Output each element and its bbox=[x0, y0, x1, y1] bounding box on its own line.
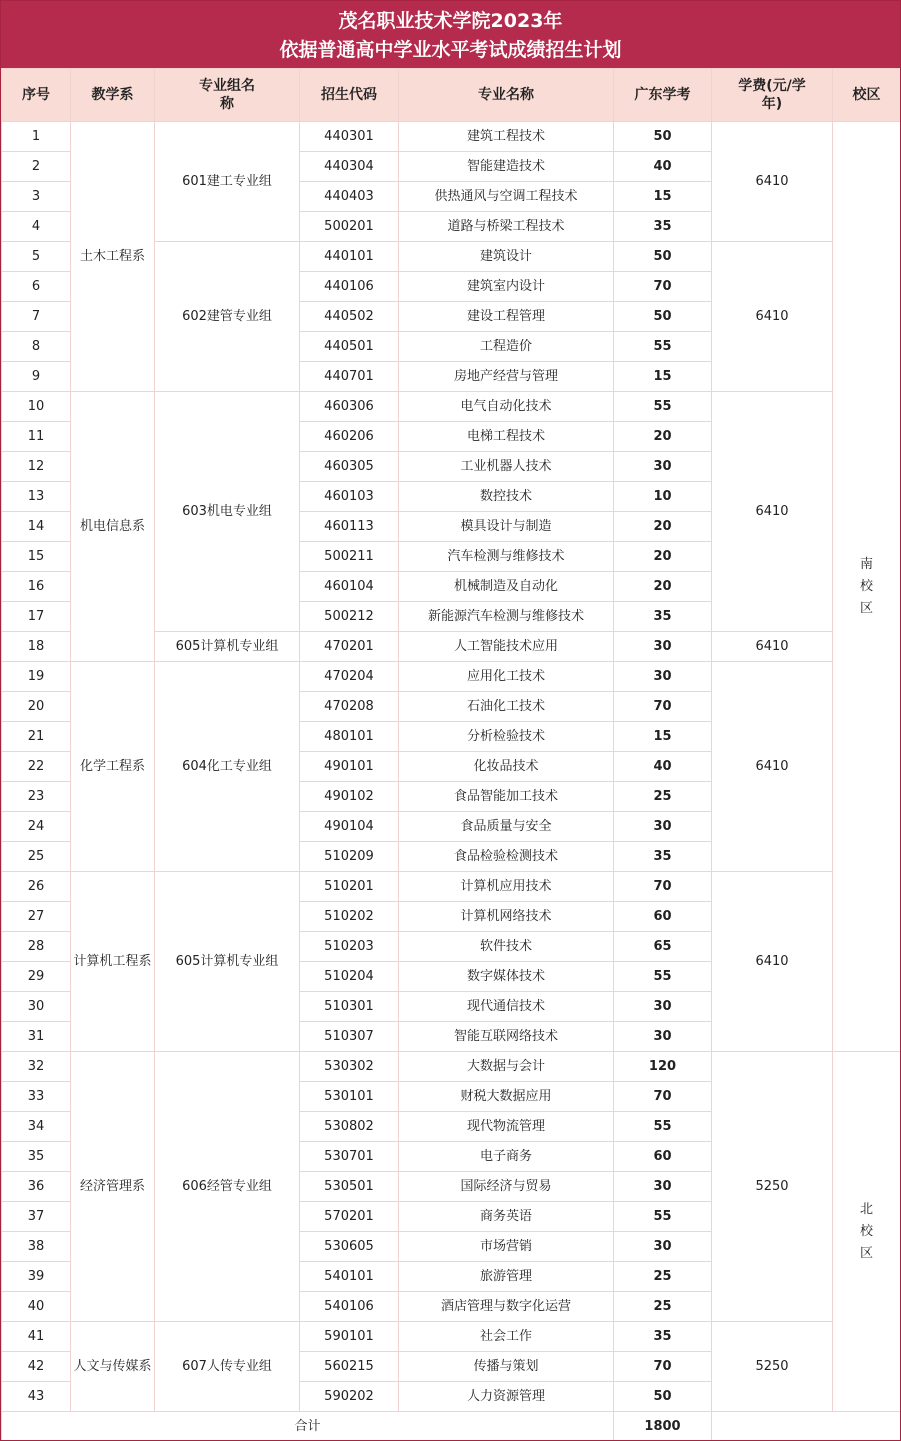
cell-seq: 9 bbox=[2, 362, 71, 392]
cell-code: 490102 bbox=[300, 782, 399, 812]
cell-seq: 40 bbox=[2, 1292, 71, 1322]
cell-seq: 43 bbox=[2, 1382, 71, 1412]
cell-code: 470204 bbox=[300, 662, 399, 692]
cell-quota: 25 bbox=[614, 1292, 712, 1322]
cell-seq: 6 bbox=[2, 272, 71, 302]
total-row bbox=[2, 1412, 901, 1441]
cell-dept: 经济管理系 bbox=[71, 1052, 155, 1322]
cell-major: 机械制造及自动化 bbox=[399, 572, 614, 602]
cell-quota: 15 bbox=[614, 182, 712, 212]
cell-seq: 14 bbox=[2, 512, 71, 542]
cell-major: 电子商务 bbox=[399, 1142, 614, 1172]
header-seq: 序号 bbox=[2, 69, 71, 122]
cell-quota: 35 bbox=[614, 212, 712, 242]
cell-code: 470208 bbox=[300, 692, 399, 722]
cell-seq: 1 bbox=[2, 122, 71, 152]
cell-quota: 50 bbox=[614, 242, 712, 272]
cell-quota: 20 bbox=[614, 572, 712, 602]
cell-major: 智能互联网络技术 bbox=[399, 1022, 614, 1052]
total-label: 合计 bbox=[2, 1412, 614, 1441]
cell-group: 602建管专业组 bbox=[155, 242, 300, 392]
cell-seq: 24 bbox=[2, 812, 71, 842]
cell-fee: 6410 bbox=[712, 632, 833, 662]
cell-major: 食品质量与安全 bbox=[399, 812, 614, 842]
cell-major: 化妆品技术 bbox=[399, 752, 614, 782]
cell-campus bbox=[833, 122, 901, 1052]
total-quota: 1800 bbox=[614, 1412, 712, 1441]
cell-seq: 42 bbox=[2, 1352, 71, 1382]
cell-code: 510202 bbox=[300, 902, 399, 932]
header-quota: 广东学考 bbox=[614, 69, 712, 122]
cell-major: 食品检验检测技术 bbox=[399, 842, 614, 872]
cell-group: 605计算机专业组 bbox=[155, 872, 300, 1052]
cell-seq: 16 bbox=[2, 572, 71, 602]
cell-code: 490101 bbox=[300, 752, 399, 782]
cell-quota: 50 bbox=[614, 1382, 712, 1412]
cell-seq: 28 bbox=[2, 932, 71, 962]
header-dept: 教学系 bbox=[71, 69, 155, 122]
cell-seq: 10 bbox=[2, 392, 71, 422]
cell-group: 603机电专业组 bbox=[155, 392, 300, 632]
cell-major: 传播与策划 bbox=[399, 1352, 614, 1382]
cell-code: 560215 bbox=[300, 1352, 399, 1382]
cell-major: 建设工程管理 bbox=[399, 302, 614, 332]
header-campus: 校区 bbox=[833, 69, 901, 122]
cell-quota: 50 bbox=[614, 122, 712, 152]
cell-dept: 人文与传媒系 bbox=[71, 1322, 155, 1412]
cell-fee: 6410 bbox=[712, 662, 833, 872]
cell-code: 440101 bbox=[300, 242, 399, 272]
cell-fee: 5250 bbox=[712, 1052, 833, 1322]
cell-quota: 30 bbox=[614, 992, 712, 1022]
cell-code: 510301 bbox=[300, 992, 399, 1022]
table-row bbox=[2, 122, 901, 152]
table-row bbox=[2, 1052, 901, 1082]
cell-quota: 25 bbox=[614, 782, 712, 812]
cell-major: 大数据与会计 bbox=[399, 1052, 614, 1082]
cell-seq: 36 bbox=[2, 1172, 71, 1202]
cell-code: 440403 bbox=[300, 182, 399, 212]
cell-seq: 34 bbox=[2, 1112, 71, 1142]
cell-code: 460104 bbox=[300, 572, 399, 602]
cell-fee: 6410 bbox=[712, 872, 833, 1052]
cell-major: 计算机网络技术 bbox=[399, 902, 614, 932]
cell-code: 500211 bbox=[300, 542, 399, 572]
cell-code: 540101 bbox=[300, 1262, 399, 1292]
table-row bbox=[2, 662, 901, 692]
cell-code: 460305 bbox=[300, 452, 399, 482]
cell-seq: 26 bbox=[2, 872, 71, 902]
title-line-2: 依据普通高中学业水平考试成绩招生计划 bbox=[279, 39, 622, 61]
cell-code: 510203 bbox=[300, 932, 399, 962]
header-code: 招生代码 bbox=[300, 69, 399, 122]
table-header-row bbox=[2, 69, 901, 122]
cell-code: 540106 bbox=[300, 1292, 399, 1322]
cell-seq: 23 bbox=[2, 782, 71, 812]
title-line-1: 茂名职业技术学院2023年 bbox=[338, 10, 563, 32]
cell-seq: 32 bbox=[2, 1052, 71, 1082]
cell-major: 人工智能技术应用 bbox=[399, 632, 614, 662]
cell-seq: 37 bbox=[2, 1202, 71, 1232]
cell-quota: 60 bbox=[614, 1142, 712, 1172]
cell-quota: 40 bbox=[614, 152, 712, 182]
cell-seq: 35 bbox=[2, 1142, 71, 1172]
cell-major: 模具设计与制造 bbox=[399, 512, 614, 542]
cell-major: 建筑设计 bbox=[399, 242, 614, 272]
cell-quota: 65 bbox=[614, 932, 712, 962]
cell-group: 606经管专业组 bbox=[155, 1052, 300, 1322]
cell-quota: 20 bbox=[614, 542, 712, 572]
cell-major: 市场营销 bbox=[399, 1232, 614, 1262]
cell-quota: 55 bbox=[614, 1202, 712, 1232]
cell-quota: 55 bbox=[614, 392, 712, 422]
cell-seq: 20 bbox=[2, 692, 71, 722]
table-row bbox=[2, 392, 901, 422]
cell-dept: 计算机工程系 bbox=[71, 872, 155, 1052]
cell-major: 供热通风与空调工程技术 bbox=[399, 182, 614, 212]
cell-code: 590101 bbox=[300, 1322, 399, 1352]
cell-major: 现代通信技术 bbox=[399, 992, 614, 1022]
cell-fee: 5250 bbox=[712, 1322, 833, 1412]
cell-seq: 25 bbox=[2, 842, 71, 872]
cell-code: 510307 bbox=[300, 1022, 399, 1052]
cell-major: 应用化工技术 bbox=[399, 662, 614, 692]
cell-major: 分析检验技术 bbox=[399, 722, 614, 752]
cell-major: 电梯工程技术 bbox=[399, 422, 614, 452]
cell-quota: 70 bbox=[614, 272, 712, 302]
cell-group: 604化工专业组 bbox=[155, 662, 300, 872]
cell-seq: 5 bbox=[2, 242, 71, 272]
cell-code: 530701 bbox=[300, 1142, 399, 1172]
total-empty bbox=[712, 1412, 901, 1441]
cell-quota: 55 bbox=[614, 332, 712, 362]
cell-code: 490104 bbox=[300, 812, 399, 842]
cell-quota: 15 bbox=[614, 362, 712, 392]
cell-seq: 31 bbox=[2, 1022, 71, 1052]
cell-seq: 13 bbox=[2, 482, 71, 512]
cell-major: 工业机器人技术 bbox=[399, 452, 614, 482]
cell-major: 旅游管理 bbox=[399, 1262, 614, 1292]
cell-seq: 21 bbox=[2, 722, 71, 752]
cell-code: 440304 bbox=[300, 152, 399, 182]
cell-major: 财税大数据应用 bbox=[399, 1082, 614, 1112]
cell-code: 500212 bbox=[300, 602, 399, 632]
cell-seq: 15 bbox=[2, 542, 71, 572]
cell-fee: 6410 bbox=[712, 392, 833, 632]
cell-seq: 12 bbox=[2, 452, 71, 482]
cell-dept: 化学工程系 bbox=[71, 662, 155, 872]
cell-seq: 4 bbox=[2, 212, 71, 242]
table-body bbox=[2, 122, 901, 1441]
campus-label: 南校区 bbox=[859, 556, 873, 616]
cell-major: 房地产经营与管理 bbox=[399, 362, 614, 392]
cell-quota: 60 bbox=[614, 902, 712, 932]
cell-code: 460103 bbox=[300, 482, 399, 512]
cell-quota: 70 bbox=[614, 1352, 712, 1382]
enrollment-plan-table bbox=[1, 68, 901, 1441]
cell-quota: 120 bbox=[614, 1052, 712, 1082]
cell-seq: 18 bbox=[2, 632, 71, 662]
cell-quota: 30 bbox=[614, 662, 712, 692]
cell-major: 智能建造技术 bbox=[399, 152, 614, 182]
cell-code: 440502 bbox=[300, 302, 399, 332]
cell-major: 人力资源管理 bbox=[399, 1382, 614, 1412]
table-row bbox=[2, 872, 901, 902]
cell-seq: 2 bbox=[2, 152, 71, 182]
cell-code: 480101 bbox=[300, 722, 399, 752]
cell-code: 510201 bbox=[300, 872, 399, 902]
cell-quota: 55 bbox=[614, 962, 712, 992]
cell-quota: 35 bbox=[614, 1322, 712, 1352]
cell-code: 440106 bbox=[300, 272, 399, 302]
cell-code: 440501 bbox=[300, 332, 399, 362]
cell-group: 607人传专业组 bbox=[155, 1322, 300, 1412]
cell-major: 工程造价 bbox=[399, 332, 614, 362]
cell-code: 530501 bbox=[300, 1172, 399, 1202]
cell-seq: 30 bbox=[2, 992, 71, 1022]
cell-fee: 6410 bbox=[712, 122, 833, 242]
cell-seq: 11 bbox=[2, 422, 71, 452]
header-group-label: 专业组名称 bbox=[199, 78, 255, 112]
cell-major: 酒店管理与数字化运营 bbox=[399, 1292, 614, 1322]
cell-seq: 38 bbox=[2, 1232, 71, 1262]
cell-fee: 6410 bbox=[712, 242, 833, 392]
cell-dept: 机电信息系 bbox=[71, 392, 155, 662]
header-group bbox=[155, 69, 300, 122]
cell-quota: 30 bbox=[614, 452, 712, 482]
cell-code: 460206 bbox=[300, 422, 399, 452]
header-major: 专业名称 bbox=[399, 69, 614, 122]
cell-quota: 15 bbox=[614, 722, 712, 752]
cell-code: 530302 bbox=[300, 1052, 399, 1082]
cell-code: 590202 bbox=[300, 1382, 399, 1412]
cell-seq: 29 bbox=[2, 962, 71, 992]
cell-seq: 17 bbox=[2, 602, 71, 632]
cell-major: 建筑室内设计 bbox=[399, 272, 614, 302]
cell-quota: 30 bbox=[614, 812, 712, 842]
cell-quota: 25 bbox=[614, 1262, 712, 1292]
cell-group: 605计算机专业组 bbox=[155, 632, 300, 662]
cell-seq: 8 bbox=[2, 332, 71, 362]
cell-quota: 30 bbox=[614, 1022, 712, 1052]
cell-major: 电气自动化技术 bbox=[399, 392, 614, 422]
cell-quota: 30 bbox=[614, 632, 712, 662]
title-banner bbox=[1, 1, 900, 68]
cell-major: 数控技术 bbox=[399, 482, 614, 512]
cell-major: 社会工作 bbox=[399, 1322, 614, 1352]
cell-major: 数字媒体技术 bbox=[399, 962, 614, 992]
cell-campus bbox=[833, 1052, 901, 1412]
cell-quota: 70 bbox=[614, 692, 712, 722]
cell-group: 601建工专业组 bbox=[155, 122, 300, 242]
cell-seq: 22 bbox=[2, 752, 71, 782]
cell-code: 500201 bbox=[300, 212, 399, 242]
cell-major: 道路与桥梁工程技术 bbox=[399, 212, 614, 242]
cell-seq: 19 bbox=[2, 662, 71, 692]
cell-code: 470201 bbox=[300, 632, 399, 662]
cell-quota: 20 bbox=[614, 422, 712, 452]
cell-code: 440301 bbox=[300, 122, 399, 152]
cell-quota: 35 bbox=[614, 842, 712, 872]
cell-major: 软件技术 bbox=[399, 932, 614, 962]
cell-seq: 41 bbox=[2, 1322, 71, 1352]
cell-major: 建筑工程技术 bbox=[399, 122, 614, 152]
cell-quota: 20 bbox=[614, 512, 712, 542]
table-row bbox=[2, 1322, 901, 1352]
cell-major: 新能源汽车检测与维修技术 bbox=[399, 602, 614, 632]
cell-major: 食品智能加工技术 bbox=[399, 782, 614, 812]
cell-quota: 55 bbox=[614, 1112, 712, 1142]
cell-code: 510204 bbox=[300, 962, 399, 992]
cell-major: 商务英语 bbox=[399, 1202, 614, 1232]
cell-code: 530101 bbox=[300, 1082, 399, 1112]
cell-code: 460306 bbox=[300, 392, 399, 422]
cell-major: 国际经济与贸易 bbox=[399, 1172, 614, 1202]
cell-seq: 39 bbox=[2, 1262, 71, 1292]
header-fee bbox=[712, 69, 833, 122]
cell-quota: 40 bbox=[614, 752, 712, 782]
cell-major: 计算机应用技术 bbox=[399, 872, 614, 902]
cell-code: 440701 bbox=[300, 362, 399, 392]
cell-quota: 30 bbox=[614, 1232, 712, 1262]
cell-quota: 35 bbox=[614, 602, 712, 632]
cell-major: 汽车检测与维修技术 bbox=[399, 542, 614, 572]
cell-major: 现代物流管理 bbox=[399, 1112, 614, 1142]
cell-dept: 土木工程系 bbox=[71, 122, 155, 392]
campus-label: 北校区 bbox=[859, 1201, 873, 1261]
cell-code: 530802 bbox=[300, 1112, 399, 1142]
cell-seq: 7 bbox=[2, 302, 71, 332]
cell-quota: 70 bbox=[614, 872, 712, 902]
cell-code: 570201 bbox=[300, 1202, 399, 1232]
cell-quota: 30 bbox=[614, 1172, 712, 1202]
header-fee-label: 学费(元/学年) bbox=[738, 78, 806, 112]
cell-quota: 10 bbox=[614, 482, 712, 512]
cell-code: 510209 bbox=[300, 842, 399, 872]
cell-code: 530605 bbox=[300, 1232, 399, 1262]
cell-seq: 3 bbox=[2, 182, 71, 212]
cell-quota: 70 bbox=[614, 1082, 712, 1112]
cell-seq: 27 bbox=[2, 902, 71, 932]
cell-quota: 50 bbox=[614, 302, 712, 332]
cell-major: 石油化工技术 bbox=[399, 692, 614, 722]
cell-code: 460113 bbox=[300, 512, 399, 542]
cell-seq: 33 bbox=[2, 1082, 71, 1112]
